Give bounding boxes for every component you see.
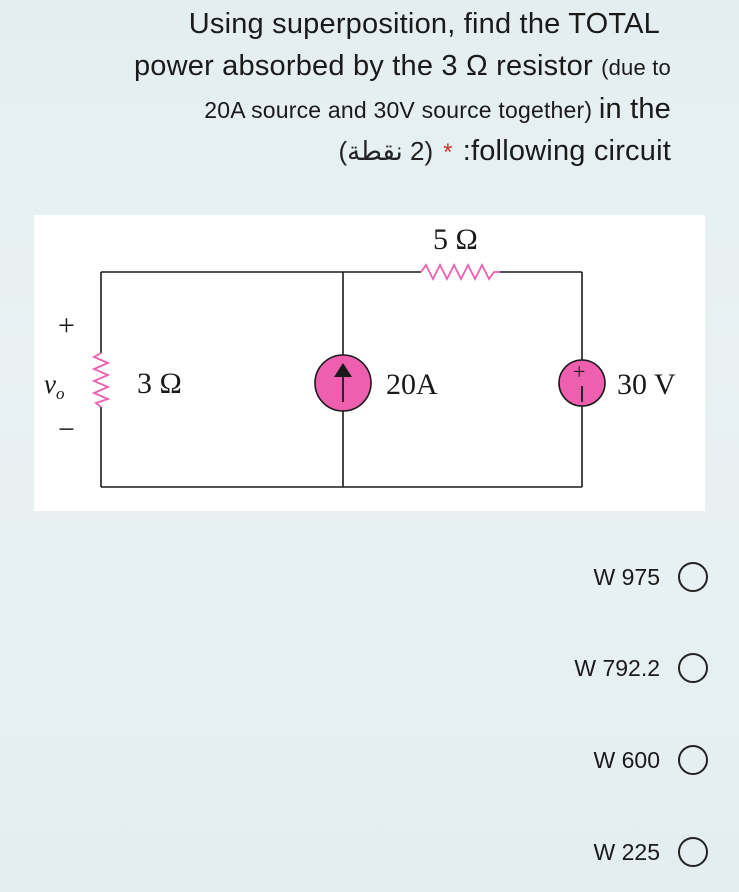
option-4[interactable]: [594, 834, 708, 870]
r-left-label: 3 Ω: [137, 367, 182, 400]
question-line-3: [204, 93, 671, 126]
option-4-radio[interactable]: [678, 837, 708, 867]
vo-plus: +: [58, 309, 75, 342]
current-source-20a: [315, 355, 371, 411]
question-text-2-small: (due to: [601, 55, 671, 80]
circuit-diagram: [34, 215, 705, 511]
option-4-label: W 225: [593, 838, 660, 865]
question-text-1: Using superposition, find the TOTAL: [188, 8, 660, 40]
question-line-4: [338, 135, 671, 168]
r-top-label: 5 Ω: [433, 223, 478, 256]
vo-subscript: o: [56, 384, 65, 403]
required-asterisk: *: [443, 139, 453, 166]
voltage-plus: +: [573, 359, 586, 384]
option-1-radio[interactable]: [678, 562, 708, 592]
resistor-5-ohm: [421, 265, 500, 279]
option-3[interactable]: [594, 742, 708, 778]
question-text-3: in the: [598, 93, 671, 125]
vo-minus: −: [58, 413, 75, 446]
circuit-svg: [34, 215, 705, 511]
option-2-label: W 792.2: [574, 654, 660, 681]
question-line-1: [189, 8, 660, 41]
question-line-2: [134, 50, 671, 83]
option-1[interactable]: [594, 559, 708, 595]
option-3-radio[interactable]: [678, 745, 708, 775]
question-text-2: power absorbed by the 3 Ω resistor: [133, 50, 593, 82]
vo-symbol: v: [44, 369, 56, 399]
voltage-source-label: 30 V: [617, 368, 676, 401]
question-text-4: :following circuit: [462, 135, 671, 167]
points-label: (2 نقطة): [338, 136, 434, 166]
resistor-3-ohm: [94, 353, 108, 407]
current-source-label: 20A: [386, 368, 438, 401]
option-2-radio[interactable]: [678, 653, 708, 683]
question-text-3-small: 20A source and 30V source together): [204, 97, 593, 123]
option-3-label: W 600: [593, 746, 660, 773]
option-1-label: W 975: [593, 563, 660, 590]
option-2[interactable]: [574, 650, 708, 686]
